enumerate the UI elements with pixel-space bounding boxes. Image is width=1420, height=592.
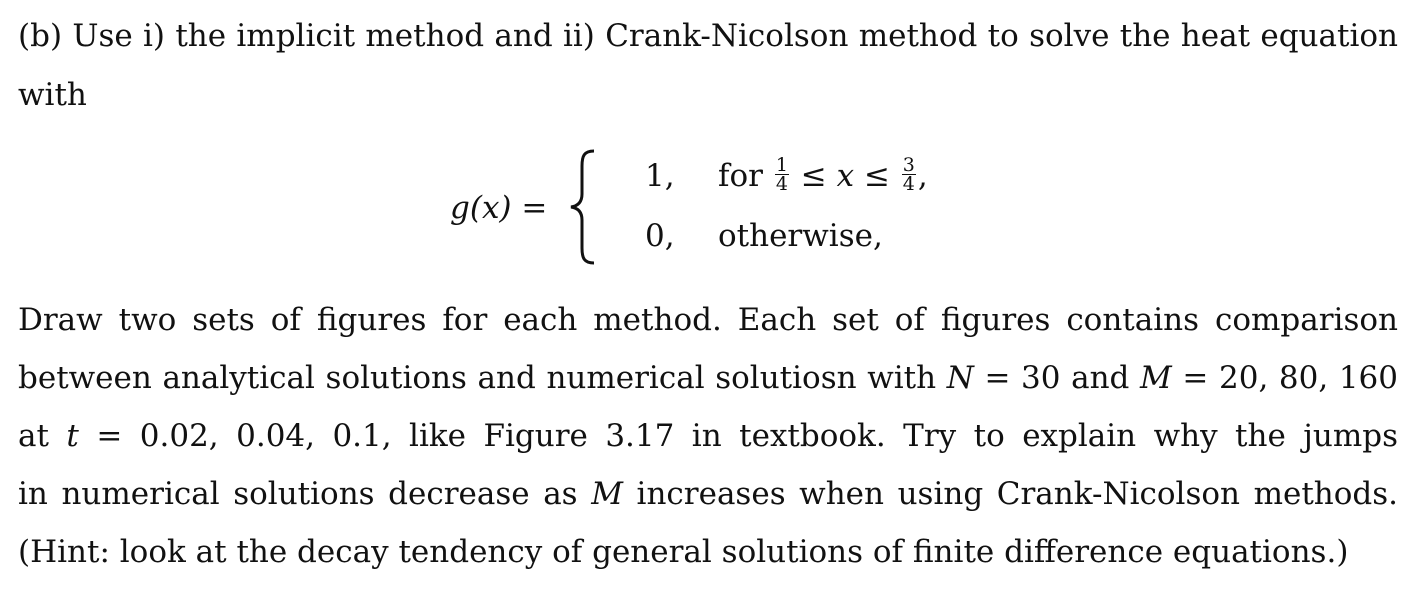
case1-tail: , bbox=[917, 158, 928, 194]
para2-text-b: = 30 and bbox=[984, 360, 1130, 396]
paragraph-line-3 bbox=[18, 416, 1398, 456]
fraction-three-quarters bbox=[902, 156, 916, 193]
case1-relation: ≤ x ≤ bbox=[800, 158, 890, 194]
para4-text-a: in numerical solutions decrease as bbox=[18, 476, 578, 512]
frac2-numerator: 3 bbox=[902, 154, 915, 176]
para4-text-b: increases when using Crank-Nicolson methods. bbox=[636, 476, 1399, 512]
paragraph-line-2 bbox=[18, 358, 1398, 398]
fraction-one-quarter bbox=[775, 156, 789, 193]
case1-value: 1, bbox=[645, 158, 675, 194]
symbol-M: M bbox=[1140, 360, 1172, 396]
symbol-M-2: M bbox=[591, 476, 623, 512]
intro-line-2: with bbox=[18, 77, 87, 113]
equation-lhs: g(x) = bbox=[450, 190, 548, 226]
case2-condition: otherwise, bbox=[718, 218, 883, 254]
para2-text-a: between analytical solutions and numerical solutiosn with bbox=[18, 360, 937, 396]
paragraph-line-5-hint: (Hint: look at the decay tendency of general solutions of finite difference equations.) bbox=[18, 534, 1349, 570]
para3-text-b: = 0.02, 0.04, 0.1, like Figure 3.17 in textbook. Try to explain why the jumps bbox=[96, 418, 1399, 454]
intro-line-1: (b) Use i) the implicit method and ii) Crank-Nicolson method to solve the heat equation bbox=[18, 18, 1398, 54]
frac1-denominator: 4 bbox=[775, 173, 788, 195]
symbol-t: t bbox=[66, 418, 79, 454]
case1-for: for bbox=[718, 158, 763, 194]
para2-text-c: = 20, 80, 160 bbox=[1182, 360, 1399, 396]
para3-text-a: at bbox=[18, 418, 49, 454]
paragraph-line-4 bbox=[18, 474, 1398, 514]
paragraph-line-1: Draw two sets of figures for each method. Each set of figures contains comparison bbox=[18, 302, 1398, 338]
frac1-numerator: 1 bbox=[775, 154, 788, 176]
piecewise-equation bbox=[450, 148, 1010, 268]
case1-condition bbox=[718, 156, 928, 196]
frac2-denominator: 4 bbox=[902, 173, 915, 195]
left-brace-icon bbox=[568, 148, 598, 266]
case2-value: 0, bbox=[645, 218, 675, 254]
symbol-N: N bbox=[946, 360, 974, 396]
